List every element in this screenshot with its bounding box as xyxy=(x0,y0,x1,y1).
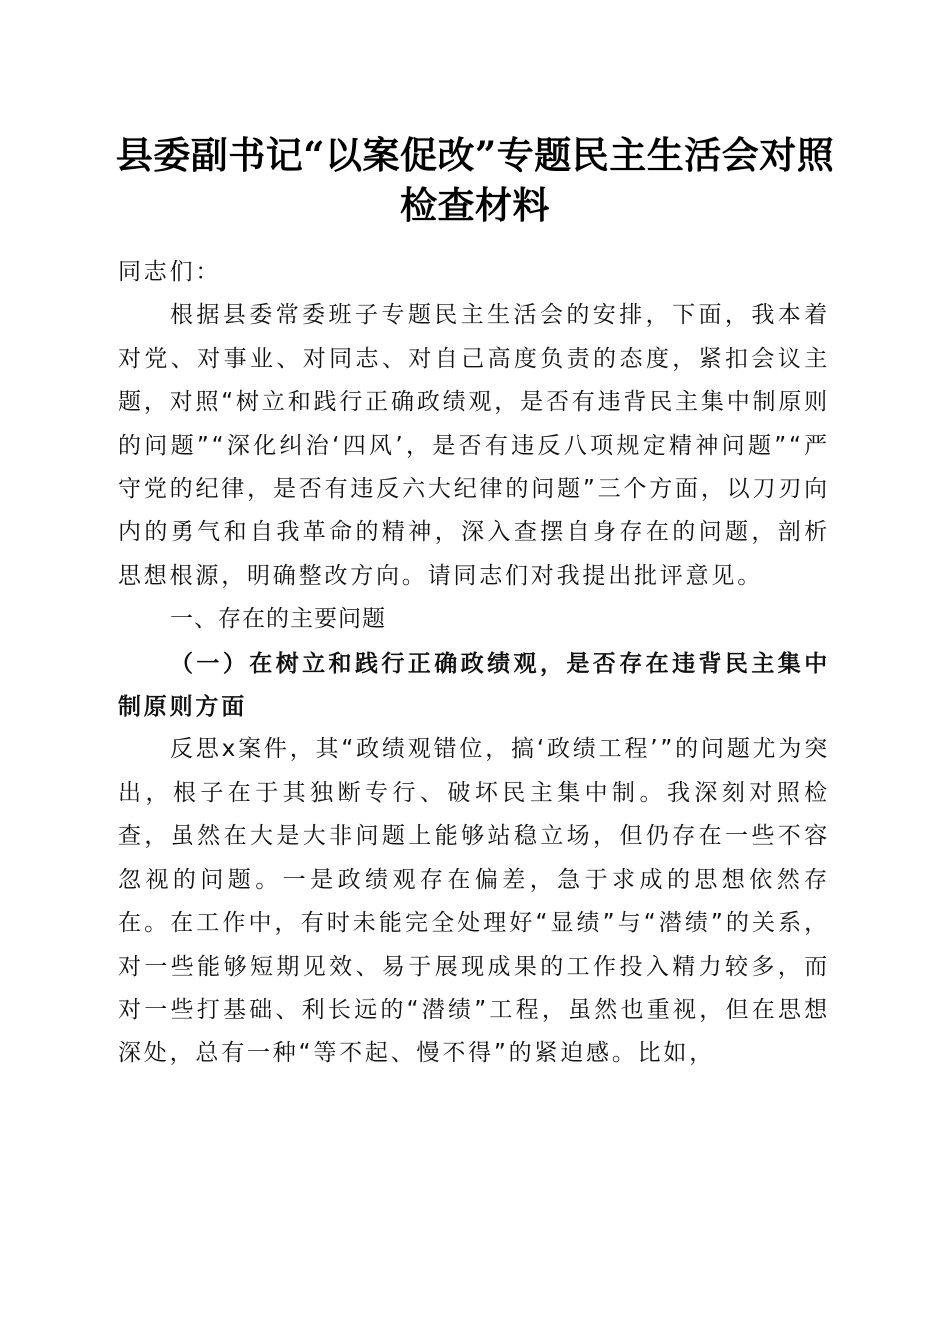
body-paragraph: 反思x案件，其“政绩观错位，搞‘政绩工程’”的问题尤为突出，根子在于其独断专行、破坏民主集中制。我深刻对照检查，虽然在大是大非问题上能够站稳立场，但仍存在一些不容忽视的问题。一是政绩观存在偏差，急于求成的思想依然存在。在工作中，有时未能完全处理好“显绩”与“潜绩”的关系，对一些能够短期见效、易于展现成果的工作投入精力较多，而对一些打基础、利长远的“潜绩”工程，虽然也重视，但在思想深处，总有一种“等不起、慢不得”的紧迫感。比如， xyxy=(118,736,830,1067)
intro-paragraph: 根据县委常委班子专题民主生活会的安排，下面，我本着对党、对事业、对同志、对自己高度负责的态度，紧扣会议主题，对照“树立和践行正确政绩观，是否有违背民主集中制原则的问题”“深化纠治‘四风’，是否有违反八项规定精神问题”“严守党的纪律，是否有违反六大纪律的问题”三个方面，以刀刃向内的勇气和自我革命的精神，深入查摆自身存在的问题，剖析思想根源，明确整改方向。请同志们对我提出批评意见。 xyxy=(118,302,830,589)
subsection-heading: （一）在树立和践行正确政绩观，是否存在违背民主集中制原则方面 xyxy=(118,649,830,721)
salutation: 同志们： xyxy=(118,259,222,285)
section-heading: 一、存在的主要问题 xyxy=(170,606,386,633)
document-body xyxy=(118,251,830,1076)
document-title: 县委副书记“以案促改”专题民主生活会对照检查材料 xyxy=(115,133,835,227)
